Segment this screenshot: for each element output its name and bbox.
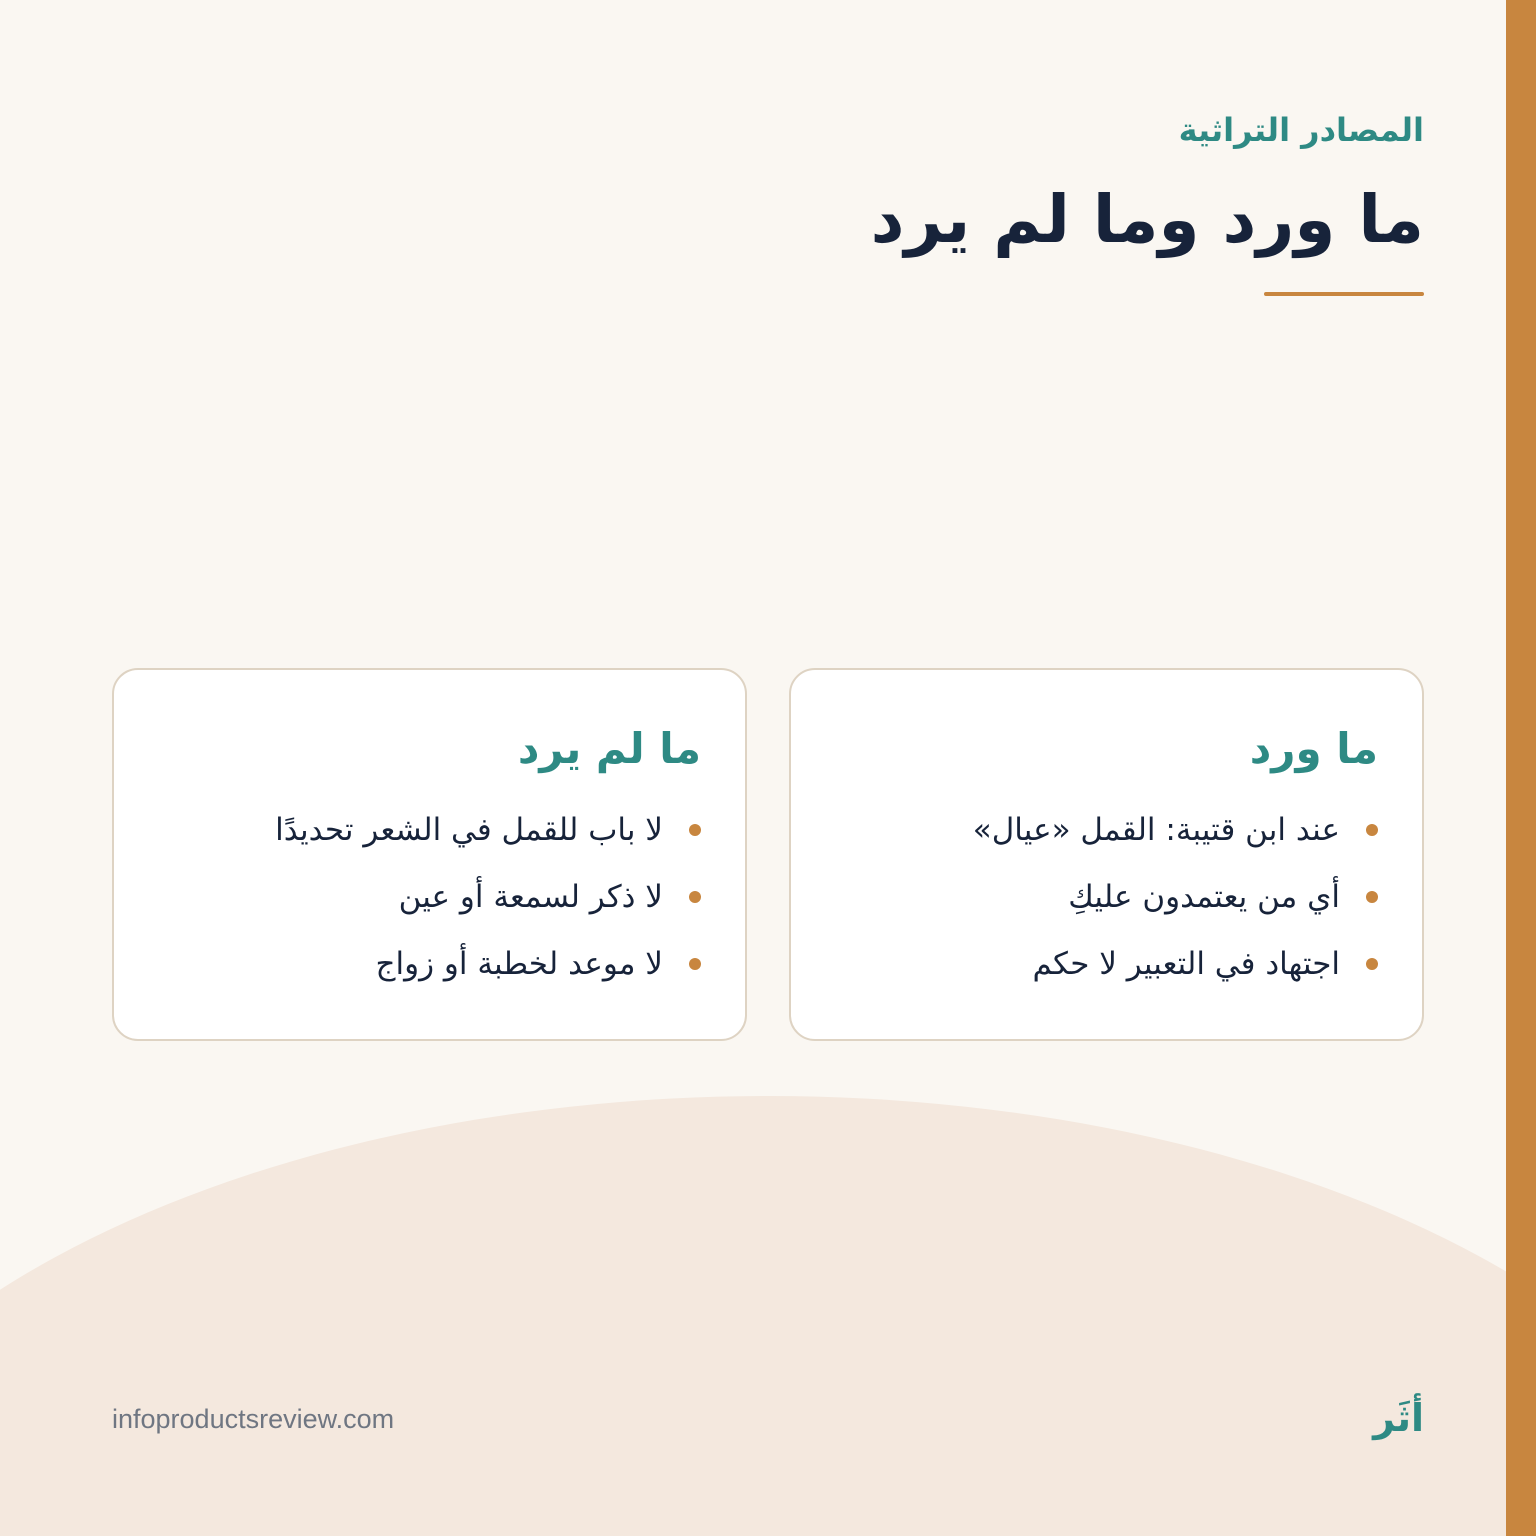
background-arc xyxy=(0,1096,1536,1536)
website-link[interactable]: infoproductsreview.com xyxy=(112,1404,395,1434)
bullet-dot-icon xyxy=(1366,958,1378,970)
list-item xyxy=(835,930,1378,997)
right-accent-bar xyxy=(1506,0,1536,1536)
mentioned-list xyxy=(835,796,1378,997)
list-item-text: لا ذكر لسمعة أو عين xyxy=(398,878,663,915)
comparison-cards xyxy=(112,668,1424,1041)
mentioned-card-title: ما ورد xyxy=(1249,724,1378,773)
bullet-dot-icon xyxy=(689,958,701,970)
title-underline xyxy=(1264,292,1424,296)
section-eyebrow: المصادر التراثية xyxy=(1178,111,1424,149)
list-item-text: لا باب للقمل في الشعر تحديدًا xyxy=(275,811,663,848)
list-item xyxy=(158,930,701,997)
list-item-text: لا موعد لخطبة أو زواج xyxy=(375,945,663,982)
bullet-dot-icon xyxy=(1366,891,1378,903)
list-item-text: أي من يعتمدون عليكِ xyxy=(1068,878,1340,915)
not-mentioned-card-title: ما لم يرد xyxy=(517,724,701,773)
slide-title: ما ورد وما لم يرد xyxy=(870,181,1424,258)
mentioned-card xyxy=(789,668,1424,1041)
slide-header xyxy=(424,108,1424,296)
list-item xyxy=(835,863,1378,930)
list-item xyxy=(835,796,1378,863)
brand-logo: أثَر xyxy=(1373,1396,1424,1440)
list-item-text: عند ابن قتيبة: القمل «عيال» xyxy=(972,811,1340,848)
bullet-dot-icon xyxy=(689,824,701,836)
bullet-dot-icon xyxy=(689,891,701,903)
list-item xyxy=(158,796,701,863)
list-item xyxy=(158,863,701,930)
not-mentioned-list xyxy=(158,796,701,997)
not-mentioned-card xyxy=(112,668,747,1041)
bullet-dot-icon xyxy=(1366,824,1378,836)
list-item-text: اجتهاد في التعبير لا حكم xyxy=(1032,945,1340,982)
